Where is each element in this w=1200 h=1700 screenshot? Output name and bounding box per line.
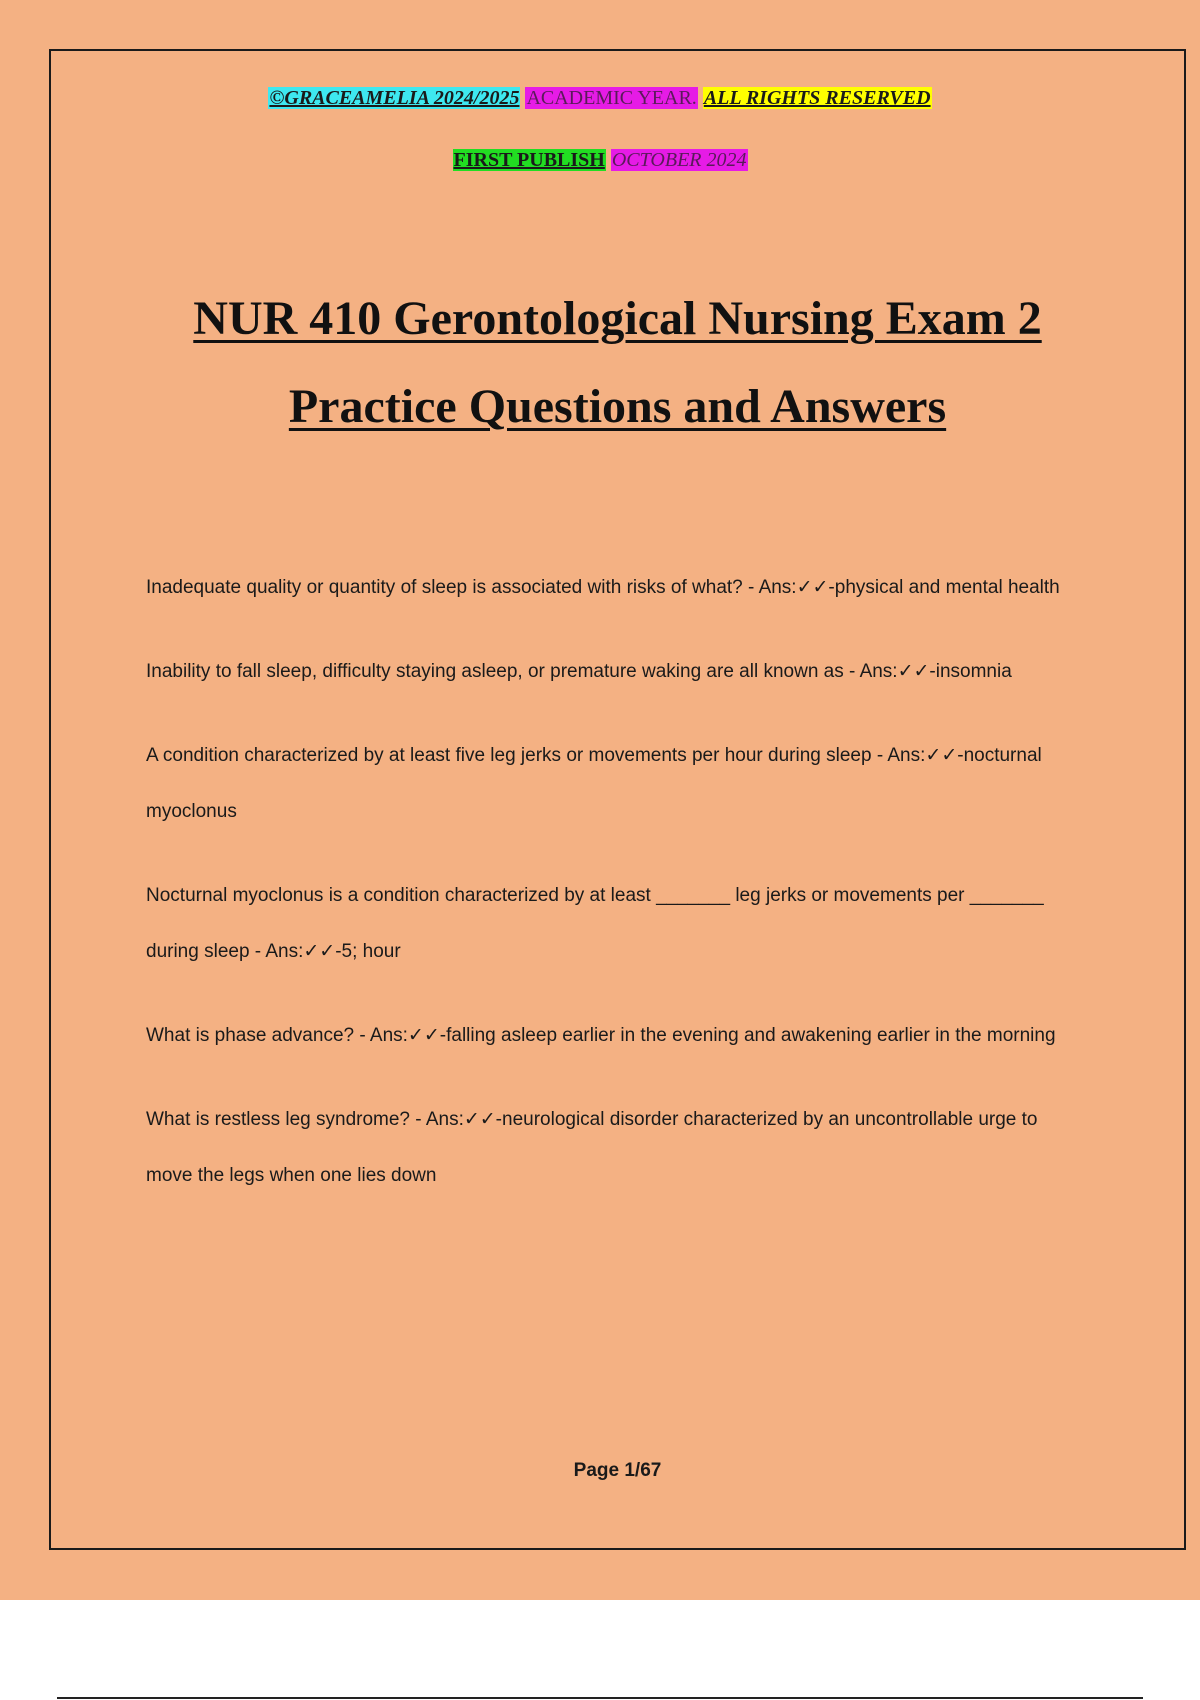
next-page-top-border <box>57 1697 1143 1699</box>
qa-item: Nocturnal myoclonus is a condition characterized by at least _______ leg jerks or movements per _______ during sleep - Ans:✓✓-5; hour <box>146 885 1044 962</box>
page-number: Page 1/67 <box>573 1460 662 1481</box>
qa-item: Inadequate quality or quantity of sleep is associated with risks of what? - Ans:✓✓-physical and mental health <box>146 577 1060 598</box>
document-title-line-1: NUR 410 Gerontological Nursing Exam 2 <box>193 292 1042 345</box>
publish-date-text: OCTOBER 2024 <box>611 149 747 171</box>
qa-item: What is restless leg syndrome? - Ans:✓✓-neurological disorder characterized by an uncontrollable urge to move the legs when one lies down <box>146 1109 1038 1186</box>
header-copyright-line <box>0 85 1200 111</box>
academic-year-text: ACADEMIC YEAR. <box>526 87 697 109</box>
copyright-text: ©GRACEAMELIA 2024/2025 <box>269 87 520 109</box>
document-title-line-2: Practice Questions and Answers <box>288 380 947 433</box>
qa-item: Inability to fall sleep, difficulty staying asleep, or premature waking are all known as - Ans:✓✓-insomnia <box>146 661 1012 682</box>
header-publish-line <box>0 147 1200 173</box>
rights-reserved-text: ALL RIGHTS RESERVED <box>703 87 931 109</box>
qa-list <box>146 560 1086 1232</box>
qa-item: What is phase advance? - Ans:✓✓-falling asleep earlier in the evening and awakening earlier in the morning <box>146 1025 1056 1046</box>
first-publish-text: FIRST PUBLISH <box>453 149 605 171</box>
qa-item: A condition characterized by at least five leg jerks or movements per hour during sleep - Ans:✓✓-nocturnal myoclonus <box>146 745 1042 822</box>
